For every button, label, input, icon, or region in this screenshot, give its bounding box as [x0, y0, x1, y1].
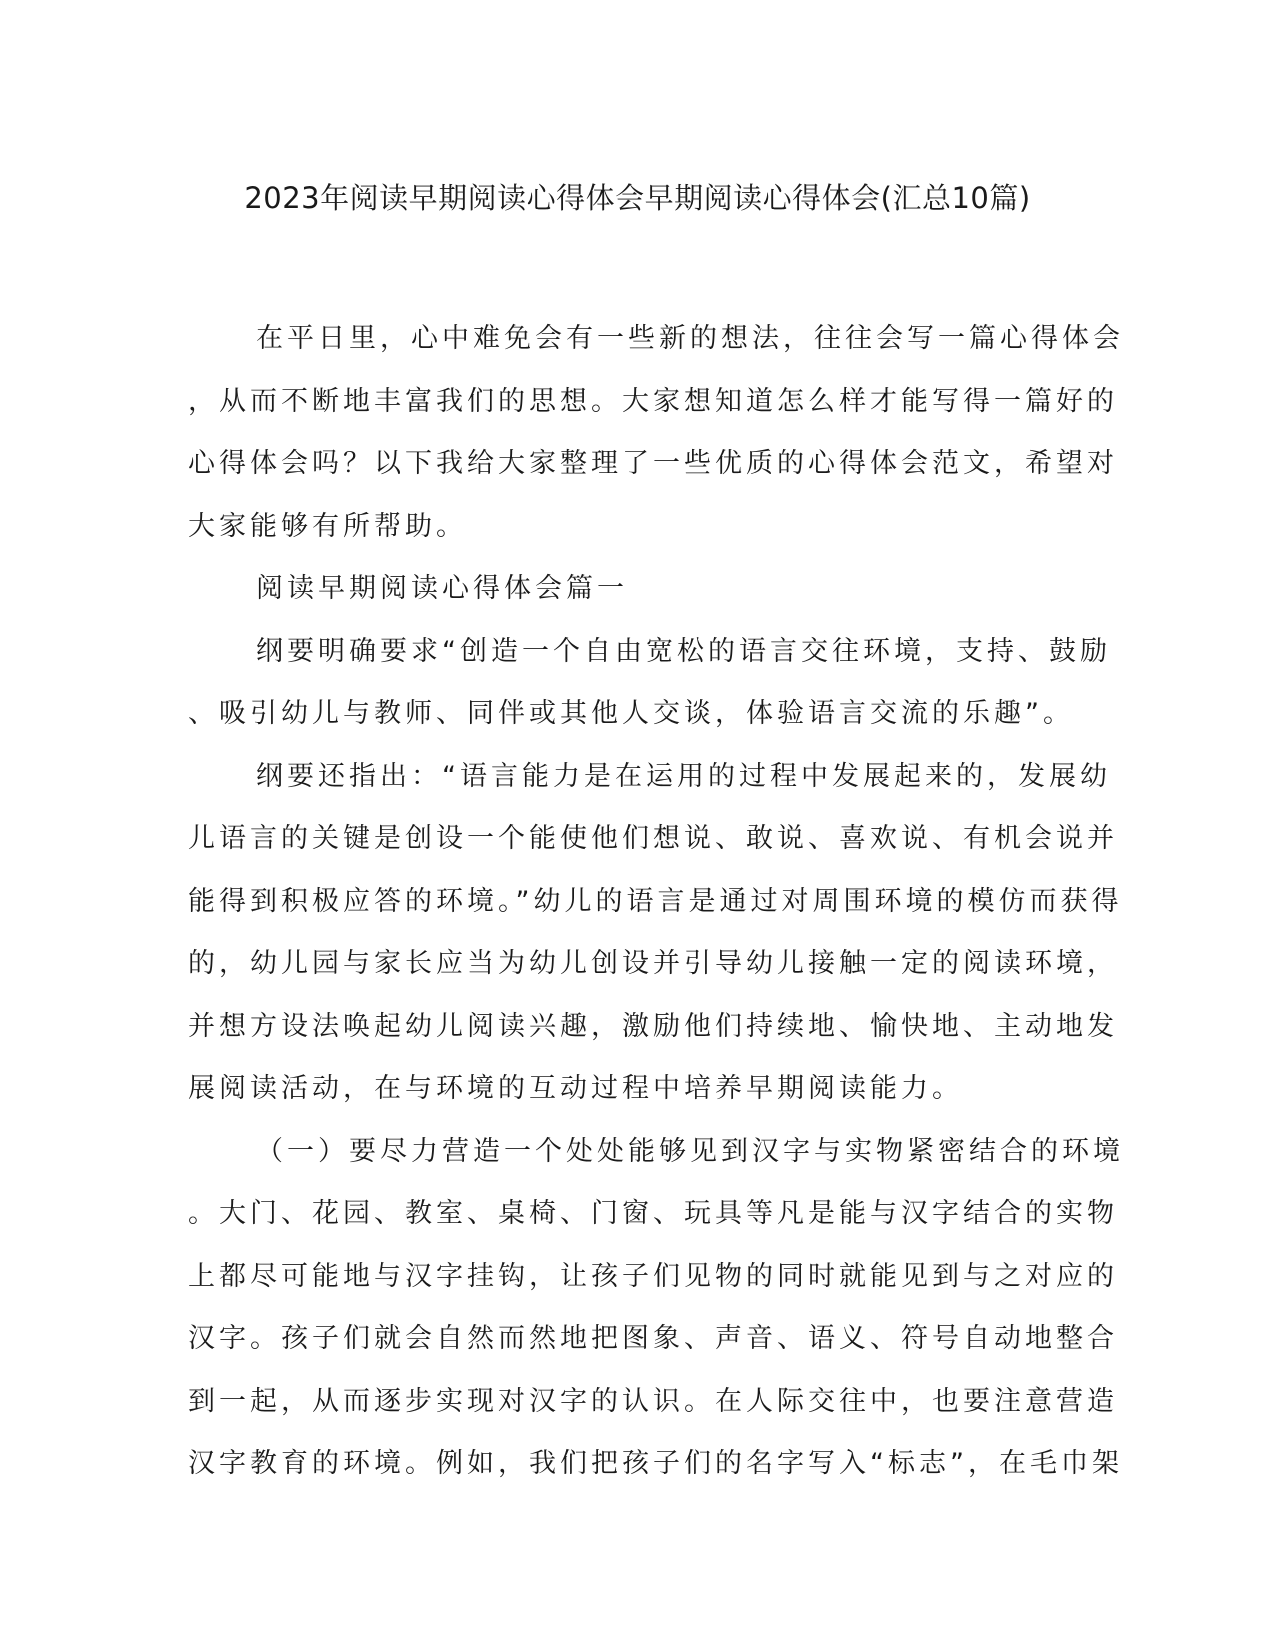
body-line: 展阅读活动，在与环境的互动过程中培养早期阅读能力。	[188, 1073, 963, 1104]
document-body	[188, 323, 1124, 1515]
body-line: 纲要明确要求“创造一个自由宽松的语言交往环境，支持、鼓励	[256, 635, 1111, 667]
section-heading: 阅读早期阅读心得体会篇一	[256, 573, 628, 604]
body-line: 儿语言的关键是创设一个能使他们想说、敢说、喜欢说、有机会说并	[188, 823, 1118, 854]
body-line: 心得体会吗？以下我给大家整理了一些优质的心得体会范文，希望对	[188, 448, 1118, 479]
body-line: 到一起，从而逐步实现对汉字的认识。在人际交往中，也要注意营造	[188, 1385, 1118, 1417]
body-line: （一）要尽力营造一个处处能够见到汉字与实物紧密结合的环境	[256, 1135, 1124, 1167]
body-line: 汉字。孩子们就会自然而然地把图象、声音、语义、符号自动地整合	[188, 1323, 1118, 1354]
body-line: 能得到积极应答的环境。”幼儿的语言是通过对周围环境的模仿而获得	[188, 885, 1123, 917]
body-line: 在平日里，心中难免会有一些新的想法，往往会写一篇心得体会	[256, 323, 1124, 354]
body-line: 、吸引幼儿与教师、同伴或其他人交谈，体验语言交流的乐趣”。	[188, 698, 1074, 729]
body-line: ，从而不断地丰富我们的思想。大家想知道怎么样才能写得一篇好的	[188, 385, 1118, 417]
body-line: 。大门、花园、教室、桌椅、门窗、玩具等凡是能与汉字结合的实物	[188, 1198, 1118, 1229]
body-line: 纲要还指出：“语言能力是在运用的过程中发展起来的，发展幼	[256, 760, 1111, 792]
body-line: 汉字教育的环境。例如，我们把孩子们的名字写入“标志”，在毛巾架	[188, 1448, 1123, 1479]
body-line: 并想方设法唤起幼儿阅读兴趣，激励他们持续地、愉快地、主动地发	[188, 1010, 1118, 1042]
body-line: 的，幼儿园与家长应当为幼儿创设并引导幼儿接触一定的阅读环境，	[188, 948, 1118, 979]
document-title: 2023年阅读早期阅读心得体会早期阅读心得体会(汇总10篇)	[244, 181, 1031, 215]
body-line: 大家能够有所帮助。	[188, 510, 467, 542]
body-line: 上都尽可能地与汉字挂钩，让孩子们见物的同时就能见到与之对应的	[188, 1260, 1118, 1292]
